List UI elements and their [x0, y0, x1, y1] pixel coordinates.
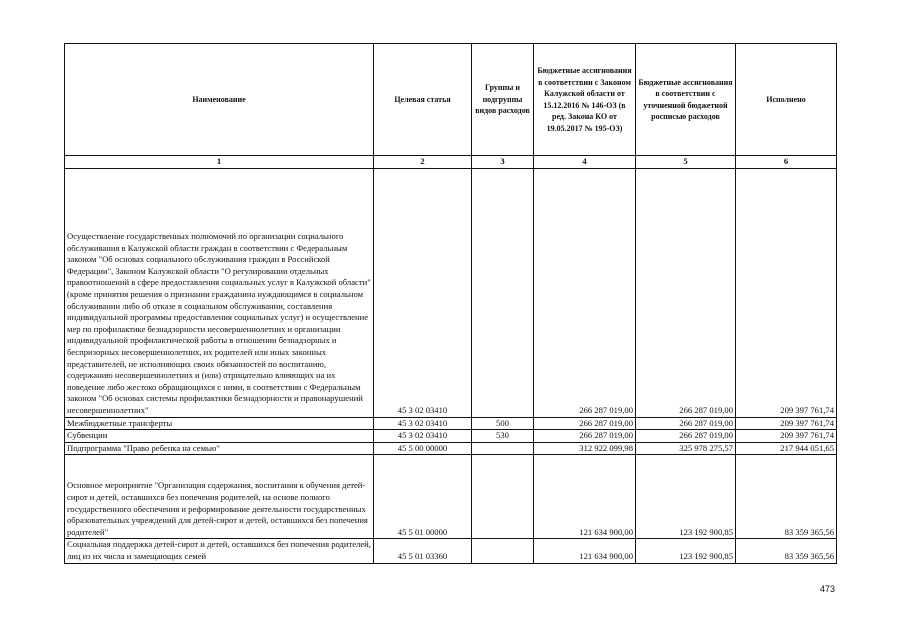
column-number: 4 — [534, 156, 636, 169]
row-refined: 325 978 275,57 — [636, 442, 736, 455]
row-code: 45 3 02 03410 — [374, 430, 472, 443]
table-row — [65, 417, 837, 430]
row-name: Межбюджетные трансферты — [65, 417, 374, 430]
row-assigned: 121 634 900,00 — [534, 455, 636, 539]
row-group: 530 — [472, 430, 534, 443]
row-code: 45 5 01 03360 — [374, 539, 472, 563]
row-name: Осуществление государственных полномочий по организации социального обслуживания в Калужской области граждан в соответствии с Федеральным законом "Об основах социального обслуживания граждан в Российской Федерации", Законом Калужской области "О регулировании отдельных правоотношений в сфере предоставления социальных услуг в Калужской области" (кроме принятия решения о признании гражданина нуждающимся в социальном обслуживании либо об отказе в социальном обслуживании, составления индивидуальной программы предоставления социальных услуг) и осуществление мер по профилактике безнадзорности несовершеннолетних и организации индивидуальной профилактической работы в отношении безнадзорных и беспризорных несовершеннолетних, их родителей или иных законных представителей, не исполняющих своих обязанностей по воспитанию, содержанию несовершеннолетних и (или) отрицательно влияющих на их поведение либо жестоко обращающихся с ними, в соответствии с Федеральным законом "Об основах системы профилактики безнадзорности и правонарушений несовершеннолетних" — [65, 168, 374, 417]
row-refined: 266 287 019,00 — [636, 417, 736, 430]
header-executed: Исполнено — [736, 44, 837, 156]
row-group — [472, 442, 534, 455]
row-name: Субвенции — [65, 430, 374, 443]
row-code: 45 3 02 03410 — [374, 417, 472, 430]
row-group: 500 — [472, 417, 534, 430]
row-executed: 209 397 761,74 — [736, 430, 837, 443]
row-name: Социальная поддержка детей-сирот и детей, оставшихся без попечения родителей, лиц из их числа и замещающих семей — [65, 539, 374, 563]
row-group — [472, 539, 534, 563]
row-code: 45 5 01 00000 — [374, 455, 472, 539]
table-row — [65, 168, 837, 417]
row-group — [472, 168, 534, 417]
row-assigned: 266 287 019,00 — [534, 417, 636, 430]
row-refined: 266 287 019,00 — [636, 430, 736, 443]
row-assigned: 121 634 900,00 — [534, 539, 636, 563]
row-assigned: 266 287 019,00 — [534, 430, 636, 443]
row-refined: 123 192 900,85 — [636, 455, 736, 539]
header-name: Наименование — [65, 44, 374, 156]
row-name: Подпрограмма "Право ребенка на семью" — [65, 442, 374, 455]
header-budget-law: Бюджетные ассигнования в соответствии с Законом Калужской области от 15.12.2016 № 146-ОЗ (в ред. Закона КО от 19.05.2017 № 195-ОЗ) — [534, 44, 636, 156]
row-group — [472, 455, 534, 539]
header-expense-groups: Группы и подгруппы видов расходов — [472, 44, 534, 156]
row-refined: 123 192 900,85 — [636, 539, 736, 563]
row-executed: 217 944 051,65 — [736, 442, 837, 455]
table-row — [65, 442, 837, 455]
row-executed: 83 359 365,56 — [736, 539, 837, 563]
row-executed: 83 359 365,56 — [736, 455, 837, 539]
column-number: 2 — [374, 156, 472, 169]
row-assigned: 266 287 019,00 — [534, 168, 636, 417]
page-number: 473 — [820, 584, 836, 594]
column-number-row — [65, 156, 837, 169]
table-row — [65, 539, 837, 563]
row-name: Основное мероприятие "Организация содержания, воспитания к обучения детей-сирот и детей, оставшихся без попечения родителей, на основе полного государственного обеспечения и реформирование деятельности государственных образовательных учреждений для детей-сирот и детей, оставшихся без попечения родителей" — [65, 455, 374, 539]
budget-table — [64, 43, 837, 564]
column-number: 5 — [636, 156, 736, 169]
row-executed: 209 397 761,74 — [736, 417, 837, 430]
row-executed: 209 397 761,74 — [736, 168, 837, 417]
header-row — [65, 44, 837, 156]
header-target-article: Целевая статья — [374, 44, 472, 156]
column-number: 6 — [736, 156, 837, 169]
header-budget-refined: Бюджетные ассигнования в соответствии с уточненной бюджетной росписью расходов — [636, 44, 736, 156]
table-row — [65, 430, 837, 443]
column-number: 1 — [65, 156, 374, 169]
row-code: 45 3 02 03410 — [374, 168, 472, 417]
table-row — [65, 455, 837, 539]
row-refined: 266 287 019,00 — [636, 168, 736, 417]
row-assigned: 312 922 099,98 — [534, 442, 636, 455]
row-code: 45 5 00 00000 — [374, 442, 472, 455]
column-number: 3 — [472, 156, 534, 169]
